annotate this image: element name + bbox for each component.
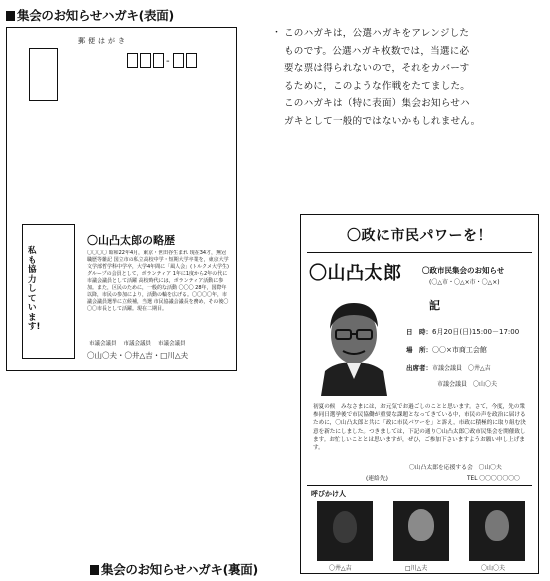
postal-code-boxes: - (127, 53, 199, 72)
intro-line: このハガキは（特に表面）集会お知らせハ (284, 98, 470, 110)
supporter-names: 〇山〇夫・〇井△吉・□川△夫 (87, 351, 189, 360)
support-line: 〇山凸太郎を応援する会 〇山〇夫 (409, 465, 502, 471)
profile-text: 〇〇〇〇 昭和22年4月，東京・世田谷生まれ 現在34才，無冠 職歴等雑記 国立市の私立高校中学・短期大学卒業を，東京大学文学部哲学科中学卒，大学4年間に「風人会」(トルクメ大学生)グループの会員として，ボランティア 1年に1度から2年の代に市議会議員として活躍 高校時代には，ボランティア活動に参加。また，区民のために，一般的な活動 〇〇〇 28年，国際年 以降，市民の参加により，活動の輪を広げる。〇〇〇〇年，市議会議員選挙に立候補，当選 市民協議会議長を務め，その後〇〇〇市長として活躍。現在二期目。 (87, 250, 229, 312)
contact-label: (連絡先) (366, 476, 388, 482)
intro-paragraph (272, 25, 534, 131)
tel: TEL 〇〇〇〇〇〇〇 (467, 476, 520, 482)
front-card-heading: 集会のお知らせハガキ(表面) (6, 6, 174, 24)
ki-mark: 記 (429, 299, 440, 312)
candidate-portrait (317, 293, 390, 396)
back-card-heading: 集会のお知らせハガキ(裏面) (90, 560, 258, 578)
square-bullet-icon (6, 11, 15, 21)
supporter-photo-3 (469, 501, 525, 561)
candidate-name: 〇山凸太郎 (309, 263, 402, 284)
date-row: 日 時：6月20日(日)15:00－17:00 (406, 328, 520, 336)
invitation-body: 初夏の候 みなさまには，お元気でお過ごしのことと思います。さて，今度，先の衆参同日選挙後で市民協働が重要な課題となってきている中，市民の声を政治に届けるために，〇山凸太郎と共に「政に市民パワーを」と訴え，市政に積極的に取り組む決意を新たにしました。つきましては，下記の通り〇山凸太郎〇政市民集会を開催致します。お忙しいこととは思いますが，ぜひ，ご参加下さいますようお願い申し上げます。 (313, 404, 526, 452)
side-slogan-box (22, 224, 75, 359)
front-postcard (6, 27, 237, 371)
event-subtitle: (〇△市・〇△×市・〇△×) (429, 279, 500, 286)
supporter-titles: 市議会議員 市議会議員 市議会議員 (89, 341, 186, 347)
intro-line: ガキとして一般的ではないかもしれません。 (284, 115, 481, 127)
square-bullet-icon (90, 565, 99, 575)
intro-line: このハガキは，公選ハガキをアレンジした (284, 28, 470, 39)
headline: 〇政に市民パワーを！ (347, 228, 492, 244)
photo-name-2: □川△夫 (405, 565, 428, 572)
intro-line: るために，このような作戦をたてました。 (284, 80, 471, 92)
intro-line: ものです。公選ハガキ枚数では，当選に必 (284, 45, 470, 57)
speakers-row-2: 市議会議員 〇山〇夫 (437, 381, 498, 388)
side-slogan: 私も協力しています! (28, 246, 41, 332)
photo-name-1: 〇井△吉 (329, 565, 352, 572)
place-row: 場 所：〇〇×市商工会館 (406, 346, 487, 354)
photo-name-3: 〇山〇夫 (481, 565, 506, 572)
yobikake-label: 呼びかけ人 (311, 490, 346, 498)
bullet-mark: ・ (272, 28, 282, 38)
stamp-box (29, 48, 58, 101)
postcard-label: 郵便はがき (78, 37, 128, 45)
event-title: 〇政市民集会のお知らせ (422, 266, 505, 275)
back-postcard (300, 214, 539, 574)
intro-line: 要な票は得られないので，それをカバーす (284, 63, 470, 75)
supporter-photo-1 (317, 501, 373, 561)
profile-title: 〇山凸太郎の略歴 (87, 234, 175, 247)
candidate-portrait-image (317, 293, 390, 396)
speakers-row: 出席者：市議会議員 〇井△吉 (406, 364, 491, 372)
supporter-photo-2 (393, 501, 449, 561)
